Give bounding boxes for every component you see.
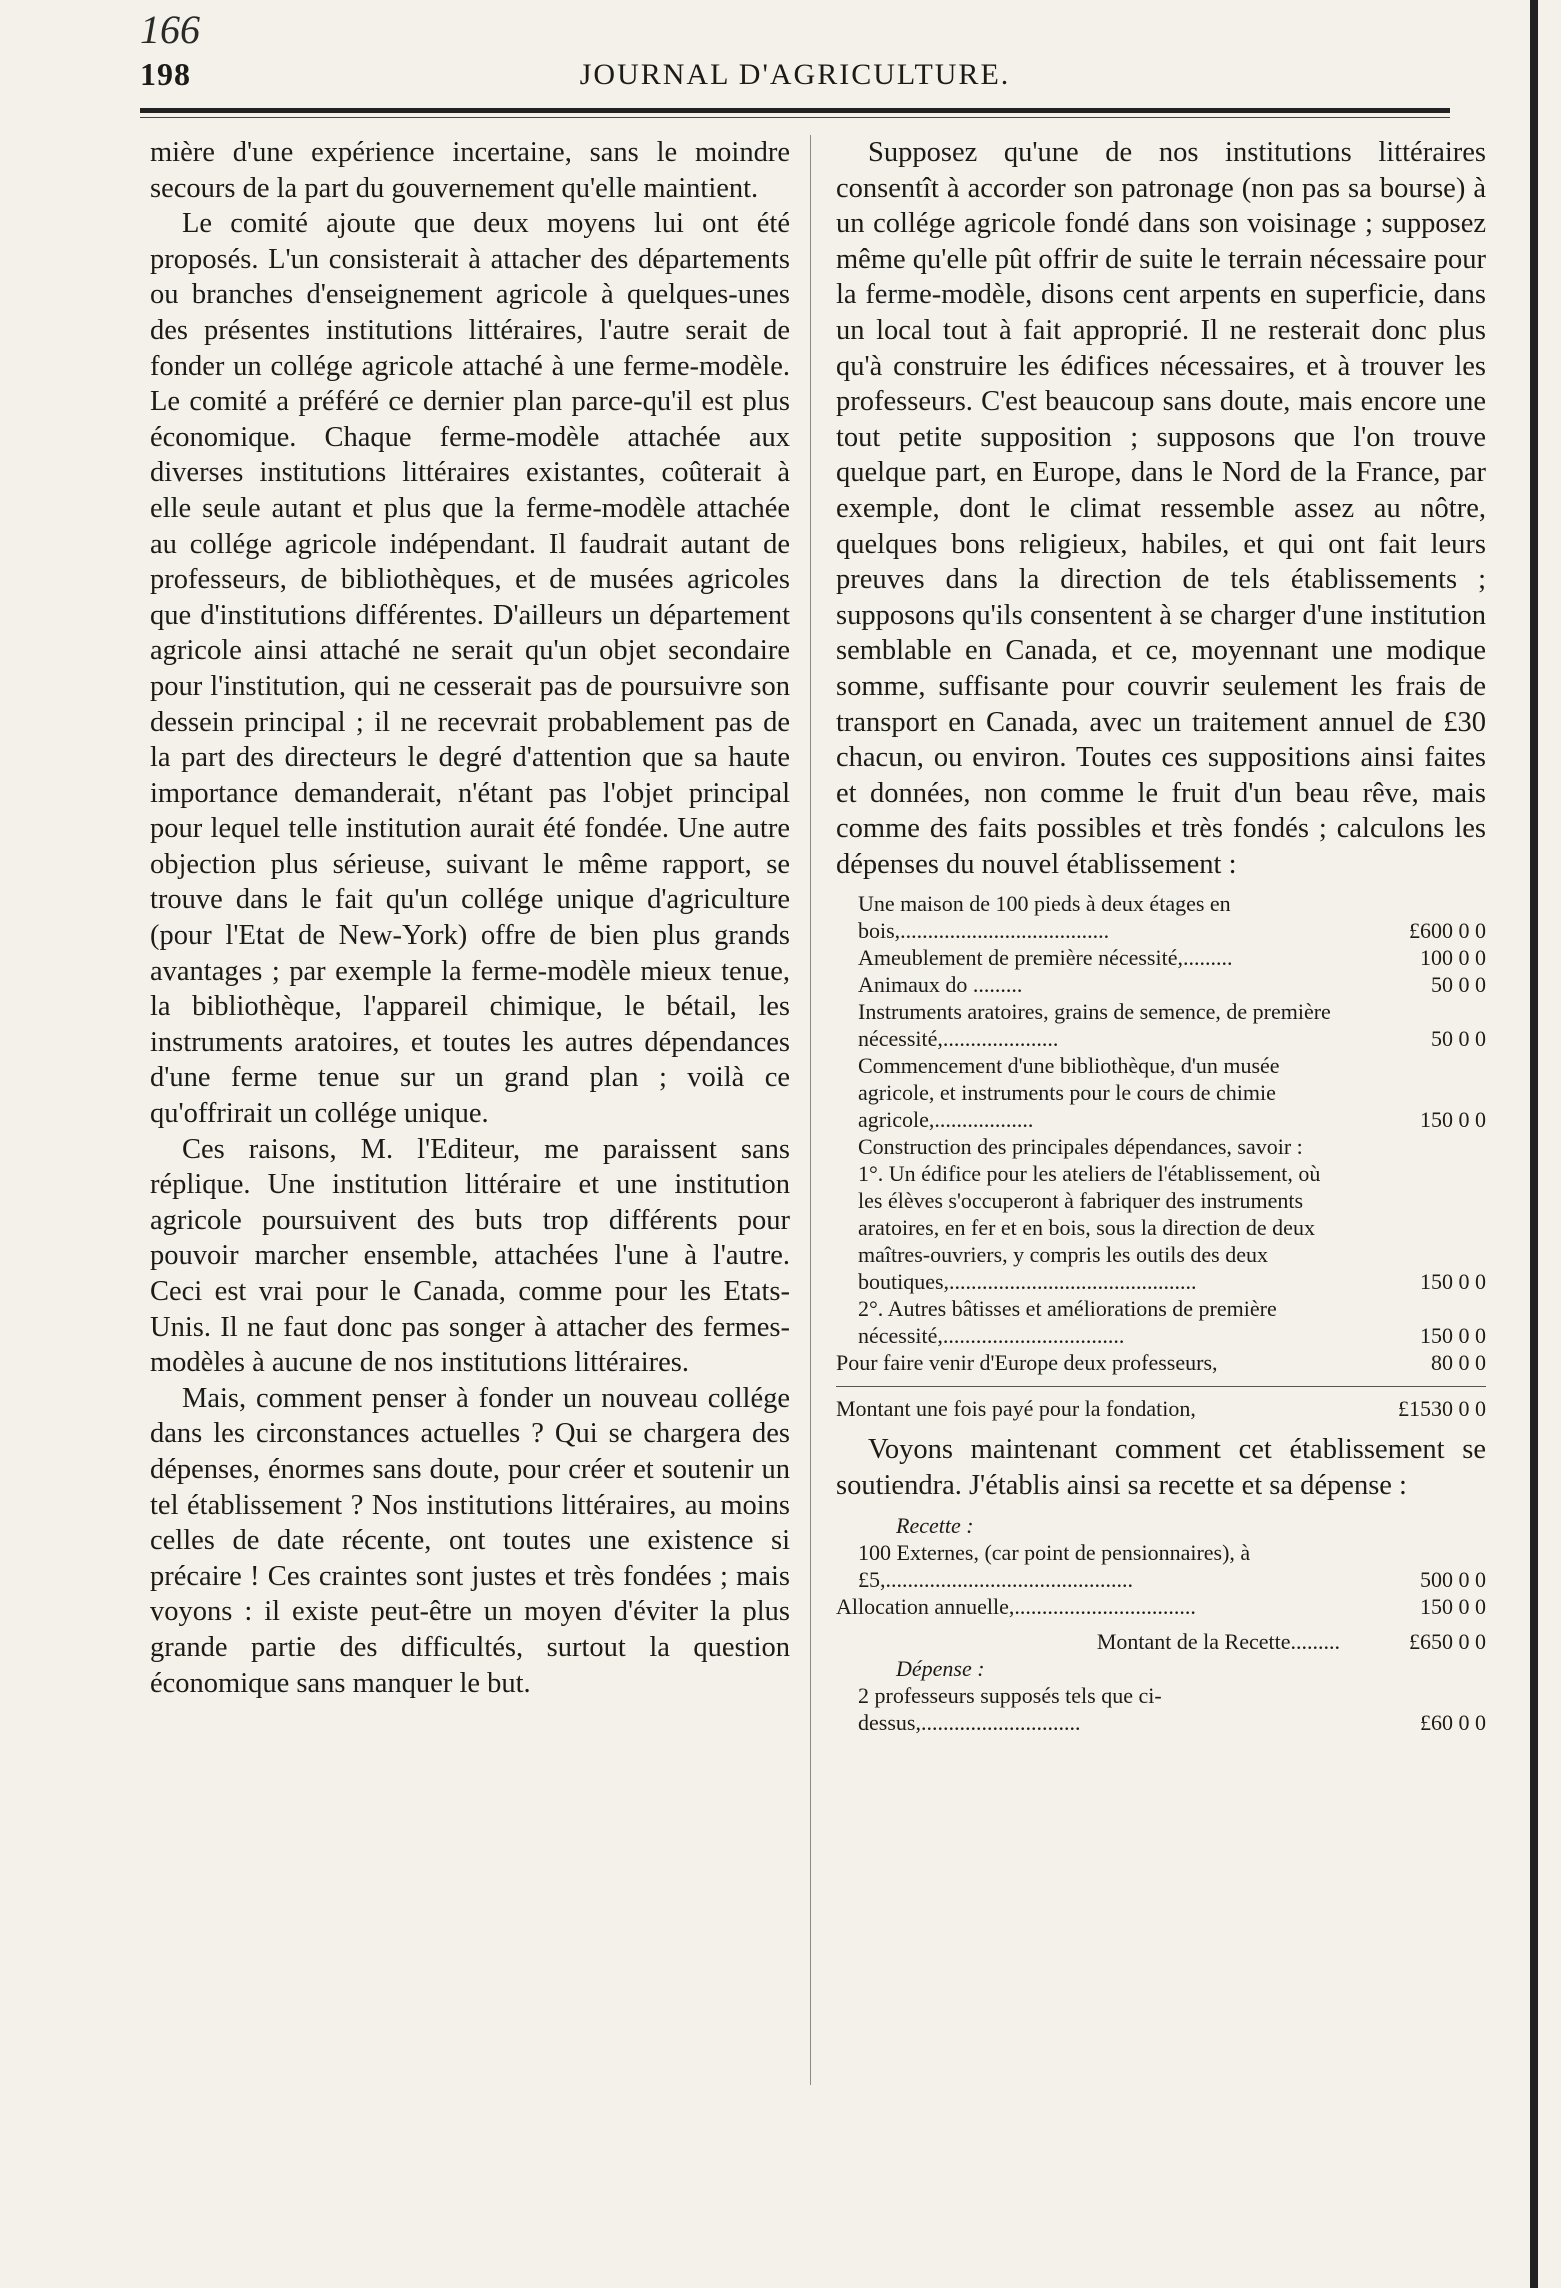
journal-title: JOURNAL D'AGRICULTURE. xyxy=(579,58,1011,91)
ledger-row xyxy=(836,1160,1486,1295)
ledger-label: Allocation annuelle,................................. xyxy=(836,1593,1196,1619)
ledger-label: Une maison de 100 pieds à deux étages en bois,...................................... xyxy=(858,891,1231,944)
handwritten-folio-number: 166 xyxy=(140,7,200,52)
depense-heading: Dépense : xyxy=(896,1655,985,1681)
ledger-amount: 50 0 0 xyxy=(1431,1026,1486,1052)
right-column xyxy=(836,135,1486,1736)
page-header xyxy=(140,56,1450,102)
ledger-row xyxy=(836,1682,1486,1736)
ledger-amount: 100 0 0 xyxy=(1420,945,1486,971)
ledger-label: 1°. Un édifice pour les ateliers de l'établissement, où les élèves s'occuperont à fabriquer des instruments aratoires, en fer et en bois, sous la direction de deux maîtres-ouvriers, y compris les outils des deux boutiques,............................................. xyxy=(858,1161,1321,1295)
ledger-row xyxy=(836,1539,1486,1593)
ledger-label: Commencement d'une bibliothèque, d'un musée agricole, et instruments pour le cours de chimie agricole,.................. xyxy=(858,1053,1280,1133)
ledger-row xyxy=(836,971,1486,998)
left-column xyxy=(150,135,790,1701)
column-divider xyxy=(810,135,811,2085)
ledger-label: Pour faire venir d'Europe deux professeurs, xyxy=(836,1350,1218,1376)
ledger-amount: 150 0 0 xyxy=(1420,1107,1486,1133)
ledger-label: 100 Externes, (car point de pensionnaires), à £5,............................................. xyxy=(858,1539,1251,1592)
ledger-total-amount: £650 0 0 xyxy=(1409,1628,1486,1654)
paragraph: Ces raisons, M. l'Editeur, me paraissent sans réplique. Une institution littéraire et une institution agricole poursuivent des buts trop différents pour pouvoir marcher ensemble, attachées l'une à l'autre. Ceci est vrai pour le Canada, comme pour les Etats-Unis. Il ne faut donc pas songer à attacher des fermes-modèles à aucune de nos institutions littéraires. xyxy=(150,1133,790,1379)
ledger-total-row xyxy=(836,1386,1486,1422)
ledger-label: Instruments aratoires, grains de semence, de première nécessité,..................... xyxy=(858,999,1331,1052)
page-number: 198 xyxy=(140,56,191,92)
revenue-ledger xyxy=(836,1512,1486,1736)
ledger-amount: 150 0 0 xyxy=(1420,1269,1486,1295)
ledger-row xyxy=(836,998,1486,1052)
ledger-amount: 50 0 0 xyxy=(1431,972,1486,998)
ledger-row xyxy=(836,1295,1486,1349)
ledger-row xyxy=(836,1593,1486,1620)
ledger-label: 2°. Autres bâtisses et améliorations de première nécessité,................................. xyxy=(858,1296,1277,1349)
paragraph: Supposez qu'une de nos institutions littéraires consentît à accorder son patronage (non pas sa bourse) à un collége agricole fondé dans son voisinage ; supposez même qu'elle pût offrir de suite le terrain nécessaire pour la ferme-modèle, disons cent arpents en superficie, dans un local tout à fait approprié. Il ne resterait donc plus qu'à construire les édifices nécessaires, et à trouver les professeurs. C'est beaucoup sans doute, mais encore une tout petite supposition ; supposons que l'on trouve quelque part, en Europe, dans le Nord de la France, par exemple, dont le climat ressemble assez au nôtre, quelques bons religieux, habiles, et qui ont fait leurs preuves dans la direction de tels établissements ; supposons qu'ils consentent à se charger d'une institution semblable en Canada, et ce, moyennant une modique somme, suffisante pour couvrir seulement les frais de transport en Canada, avec un traitement annuel de £30 chacun, ou environ. Toutes ces suppositions ainsi faites et données, non comme le fruit d'un beau rêve, mais comme des faits possibles et très fondés ; calculons les dépenses du nouvel établissement : xyxy=(836,137,1486,880)
ledger-total-label: Montant de la Recette......... xyxy=(1096,1628,1340,1654)
ledger-total-row xyxy=(836,1628,1486,1655)
paragraph: Voyons maintenant comment cet établissement se soutiendra. J'établis ainsi sa recette et sa dépense : xyxy=(836,1434,1486,1502)
recette-heading: Recette : xyxy=(896,1512,974,1538)
ledger-row xyxy=(836,1133,1486,1160)
ledger-row xyxy=(836,890,1486,944)
ledger-total-amount: £1530 0 0 xyxy=(1398,1396,1486,1422)
ledger-label: Construction des principales dépendances, savoir : xyxy=(858,1134,1303,1160)
ledger-amount: 150 0 0 xyxy=(1420,1593,1486,1619)
ledger-total-label: Montant une fois payé pour la fondation, xyxy=(836,1396,1196,1422)
paragraph: Mais, comment penser à fonder un nouveau collége dans les circonstances actuelles ? Qui se chargera des dépenses, énormes sans doute, pour créer et soutenir un tel établissement ? Nos institutions littéraires, au moins celles de date récente, ont toutes une existence si précaire ! Ces craintes sont justes et très fondées ; mais voyons : il existe peut-être un moyen d'éviter la plus grande partie des difficultés, surtout la question économique sans manquer le but. xyxy=(150,1382,790,1699)
ledger-amount: 150 0 0 xyxy=(1420,1323,1486,1349)
ledger-amount: 80 0 0 xyxy=(1431,1350,1486,1376)
ledger-heading xyxy=(836,1512,1486,1539)
ledger-label: Ameublement de première nécessité,......... xyxy=(858,945,1233,971)
ledger-label: Animaux do ......... xyxy=(858,972,1023,998)
ledger-row xyxy=(836,1052,1486,1133)
ledger-label: 2 professeurs supposés tels que ci-dessus,............................. xyxy=(858,1682,1162,1735)
ledger-row xyxy=(836,1349,1486,1376)
paragraph: mière d'une expérience incertaine, sans le moindre secours de la part du gouvernement qu'elle maintient. xyxy=(150,137,790,204)
ledger-amount: £60 0 0 xyxy=(1420,1709,1486,1735)
page-edge-bar xyxy=(1530,0,1538,2288)
header-rule-thick xyxy=(140,108,1450,113)
header-rule-thin xyxy=(140,117,1450,118)
ledger-amount: 500 0 0 xyxy=(1420,1566,1486,1592)
ledger-heading xyxy=(836,1655,1486,1682)
ledger-amount: £600 0 0 xyxy=(1409,918,1486,944)
paragraph: Le comité ajoute que deux moyens lui ont été proposés. L'un consisterait à attacher des départements ou branches d'enseignement agricole à quelques-unes des présentes institutions littéraires, l'autre serait de fonder un collége agricole attaché à une ferme-modèle. Le comité a préféré ce dernier plan parce-qu'il est plus économique. Chaque ferme-modèle attachée aux diverses institutions littéraires existantes, coûterait à elle seule autant et plus que la ferme-modèle attachée au collége agricole indépendant. Il faudrait autant de professeurs, de bibliothèques, et de musées agricoles que d'institutions différentes. D'ailleurs un département agricole ainsi attaché ne serait qu'un objet secondaire pour l'institution, qui ne cesserait pas de poursuivre son dessein principal ; il ne recevrait probablement pas de la part des directeurs le degré d'attention que sa haute importance demanderait, n'étant pas l'objet principal pour lequel telle institution aurait été fondée. Une autre objection plus sérieuse, suivant le même rapport, se trouve dans le fait qu'un collége unique d'agriculture (pour l'Etat de New-York) offre de bien plus grands avantages ; par exemple la ferme-modèle mieux tenue, la bibliothèque, l'appareil chimique, le bétail, les instruments aratoires, et toutes les autres dépendances d'une ferme tenue sur un grand plan ; voilà ce qu'offrirait un collége unique. xyxy=(150,208,790,1130)
expense-ledger xyxy=(836,890,1486,1422)
ledger-row xyxy=(836,944,1486,971)
